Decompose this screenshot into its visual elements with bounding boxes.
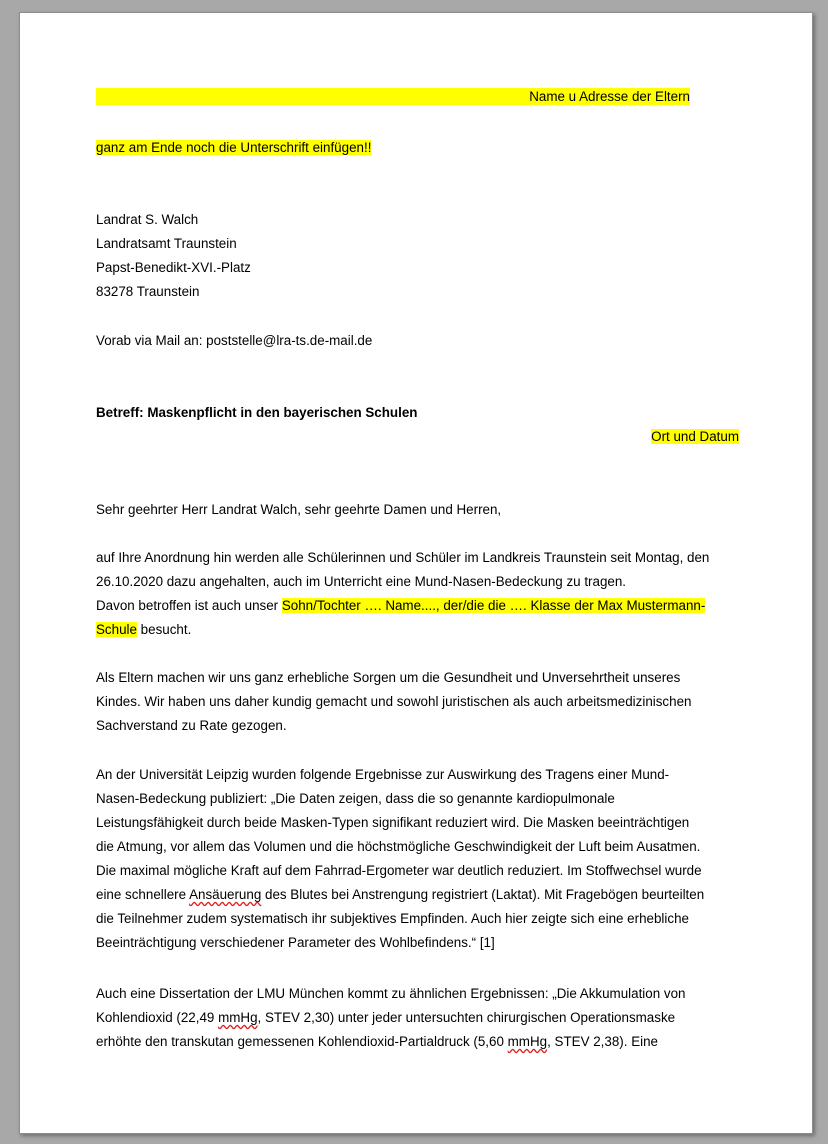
paragraph-3 [96,763,741,955]
paragraph-line: die Atmung, vor allem das Volumen und die höchstmögliche Geschwindigkeit der Luft beim Ausatmen. [96,839,701,854]
place-date-text: Ort und Datum [651,429,739,444]
paragraph-line [96,1006,741,1030]
school-placeholder: Schule [96,622,137,637]
spellcheck-word: mmHg [218,1010,258,1025]
document-page [19,12,813,1134]
recipient-line: Landratsamt Traunstein [96,236,237,251]
paragraph-line: Die maximal mögliche Kraft auf dem Fahrrad-Ergometer war deutlich reduziert. Im Stoffwechsel wurde [96,863,702,878]
paragraph-line [96,594,741,618]
paragraph-1 [96,546,741,642]
paragraph-line: Auch eine Dissertation der LMU München kommt zu ähnlichen Ergebnissen: „Die Akkumulation von [96,986,686,1001]
paragraph-line: Nasen-Bedeckung publiziert: „Die Daten zeigen, dass die so genannte kardiopulmonale [96,791,615,806]
paragraph-text: , STEV 2,30) unter jeder untersuchten chirurgischen Operationsmaske [257,1010,676,1025]
paragraph-line: Sachverstand zu Rate gezogen. [96,718,287,733]
paragraph-text: Davon betroffen ist auch unser [96,598,282,613]
subject-text: Betreff: Maskenpflicht in den bayerischen Schulen [96,405,418,420]
greeting-text: Sehr geehrter Herr Landrat Walch, sehr geehrte Damen und Herren, [96,502,502,517]
paragraph-4 [96,982,741,1054]
paragraph-text: besucht. [136,622,192,637]
paragraph-line: die Teilnehmer zudem systematisch ihr subjektives Empfinden. Auch hier zeigte sich eine erhebliche [96,911,689,926]
paragraph-text: Kohlendioxid (22,49 [96,1010,219,1025]
child-placeholder: Sohn/Tochter …. Name...., der/die die …. Klasse der Max Mustermann- [281,598,706,613]
vorab-mail-line [96,329,741,353]
recipient-line: Papst-Benedikt-XVI.-Platz [96,260,251,275]
paragraph-line: auf Ihre Anordnung hin werden alle Schülerinnen und Schüler im Landkreis Traunstein seit Montag, den [96,550,710,565]
paragraph-line [96,618,741,642]
paragraph-text: eine schnellere [96,887,190,902]
recipient-line: Landrat S. Walch [96,212,199,227]
spellcheck-word: Ansäuerung [189,887,262,902]
paragraph-text: , STEV 2,38). Eine [547,1034,658,1049]
paragraph-line: Beeinträchtigung verschiedener Parameter des Wohlbefindens.“ [1] [96,935,495,950]
paragraph-line [96,1030,741,1054]
signature-note [96,136,741,160]
place-date [96,425,739,449]
paragraph-line: Als Eltern machen wir uns ganz erhebliche Sorgen um die Gesundheit und Unversehrtheit unseres [96,670,681,685]
paragraph-line [96,883,741,907]
spellcheck-word: mmHg [507,1034,548,1049]
subject-line [96,401,741,425]
paragraph-line: Leistungsfähigkeit durch beide Masken-Typen signifikant reduziert wird. Die Masken beeinträchtigen [96,815,690,830]
paragraph-line: An der Universität Leipzig wurden folgende Ergebnisse zur Auswirkung des Tragens einer Mund- [96,767,670,782]
parents-placeholder [96,85,690,109]
vorab-text: Vorab via Mail an: poststelle@lra-ts.de-mail.de [96,333,373,348]
greeting [96,498,741,522]
paragraph-text: des Blutes bei Anstrengung registriert (Laktat). Mit Fragebögen beurteilten [261,887,705,902]
paragraph-line: 26.10.2020 dazu angehalten, auch im Unterricht eine Mund-Nasen-Bedeckung zu tragen. [96,574,627,589]
parents-placeholder-text: Name u Adresse der Eltern [529,89,690,104]
paragraph-line: Kindes. Wir haben uns daher kundig gemacht und sowohl juristischen als auch arbeitsmedizinischen [96,694,692,709]
signature-note-text: ganz am Ende noch die Unterschrift einfügen!! [96,140,372,155]
recipient-line: 83278 Traunstein [96,284,200,299]
recipient-address [96,208,741,304]
paragraph-2 [96,666,741,738]
paragraph-text: erhöhte den transkutan gemessenen Kohlendioxid-Partialdruck (5,60 [96,1034,508,1049]
